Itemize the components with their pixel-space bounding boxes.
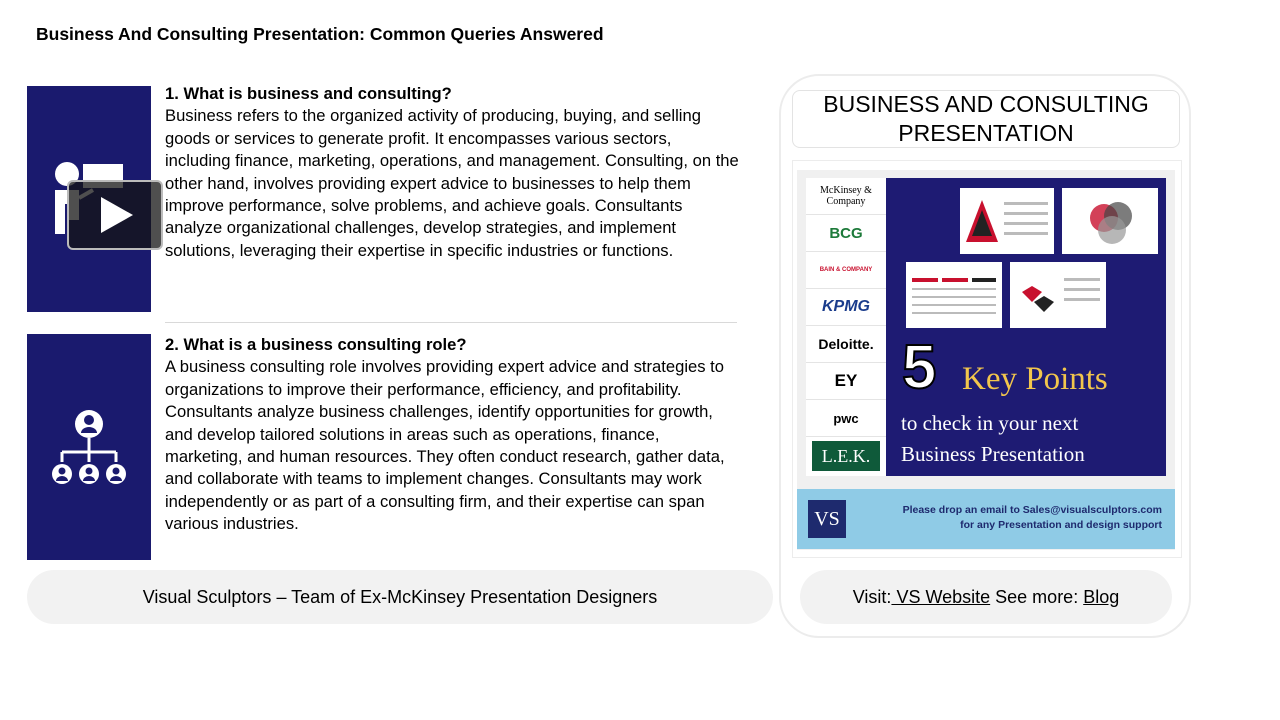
answer-1: Business refers to the organized activity of producing, buying, and selling goods or services to generate profit. It encompasses various sectors, including finance, marketing, operations, and management. Consulting, on the other hand, involves providing expert advice to businesses to help them improve performance, solve problems, and achieve goals. Consultants analyze organizational challenges, develop strategies, and implement solutions, leveraging their expertise in specific industries or functions. — [165, 106, 739, 260]
question-1: 1. What is business and consulting? — [165, 84, 452, 103]
mini-slide-1 — [960, 188, 1054, 254]
vs-website-link[interactable]: VS Website — [891, 586, 991, 607]
qa-item-2 — [165, 334, 740, 536]
subline-2: Business Presentation — [901, 442, 1085, 466]
consulting-logos — [806, 178, 886, 476]
promo-text — [856, 503, 1162, 533]
thumbnail-headline: Key Points — [962, 361, 1108, 397]
see-more-label: See more: — [990, 586, 1084, 607]
logo-kpmg: KPMG — [806, 289, 886, 326]
promo-line-2: for any Presentation and design support — [960, 519, 1162, 531]
divider — [165, 322, 737, 323]
page-title: Business And Consulting Presentation: Common Queries Answered — [36, 24, 604, 44]
answer-2: A business consulting role involves providing expert advice and strategies to organizations to improve their performance, efficiency, and profitability. Consultants analyze business challenges, identify opportunities for growth, and develop tailored solutions in areas such as operations, finance, marketing, and human resources. They often conduct research, gather data, and collaborate with teams to implement changes. Consultants may work independently or as part of a consulting firm, and their expertise can span various industries. — [165, 357, 725, 534]
logo-bcg: BCG — [806, 215, 886, 252]
org-chart-icon — [27, 334, 151, 560]
thumbnail-subline — [901, 408, 1085, 470]
mini-slide-4 — [1010, 262, 1106, 328]
play-icon — [95, 195, 135, 235]
footer-links — [800, 570, 1172, 624]
logo-ey: EY — [806, 363, 886, 400]
footer-tagline: Visual Sculptors – Team of Ex-McKinsey Presentation Designers — [27, 570, 773, 624]
video-play-button[interactable] — [67, 180, 163, 250]
logo-mckinsey: McKinsey & Company — [806, 178, 886, 215]
card-title: BUSINESS AND CONSULTING PRESENTATION — [792, 90, 1180, 148]
promo-line-1: Please drop an email to Sales@visualsculptors.com — [902, 504, 1162, 516]
icon-panel-2 — [27, 334, 151, 560]
big-number: 5 — [902, 333, 937, 402]
qa-item-1 — [165, 83, 740, 262]
logo-lek: L.E.K. — [812, 441, 880, 471]
mini-slide-3 — [906, 262, 1002, 328]
mini-slide-2 — [1062, 188, 1158, 254]
logo-pwc: pwc — [806, 400, 886, 437]
logo-bain: BAIN & COMPANY — [806, 252, 886, 289]
visit-label: Visit: — [852, 586, 892, 607]
vs-logo: VS — [808, 500, 846, 538]
blog-link[interactable]: Blog — [1083, 586, 1120, 607]
subline-1: to check in your next — [901, 411, 1079, 435]
logo-deloitte: Deloitte. — [806, 326, 886, 363]
question-2: 2. What is a business consulting role? — [165, 335, 467, 354]
